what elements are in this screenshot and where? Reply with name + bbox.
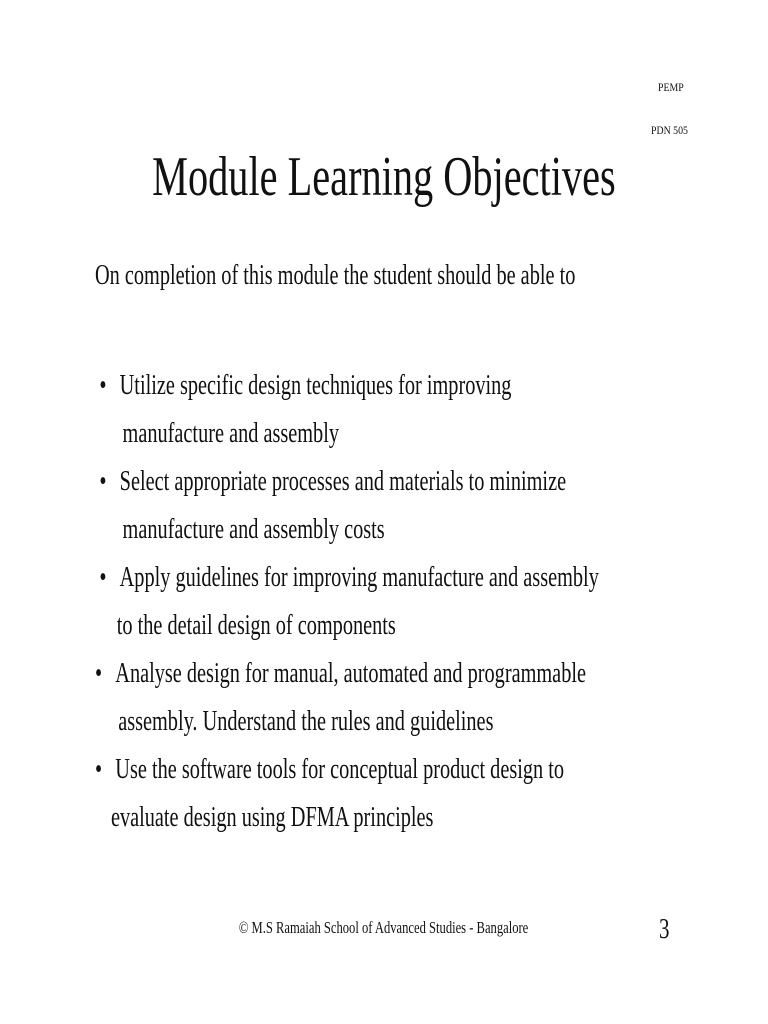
program-code: PEMP <box>658 80 684 94</box>
objective-text: Analyse design for manual, automated and programmable <box>115 658 587 689</box>
course-code: PDN 505 <box>651 123 688 137</box>
objective-continuation: to the detail design of components <box>116 610 396 641</box>
footer-copyright <box>0 918 768 938</box>
objective-line <box>95 458 599 506</box>
objective-line <box>95 362 599 410</box>
objective-item <box>95 458 599 554</box>
bullet-icon: • <box>95 754 103 785</box>
slide-title <box>0 138 768 216</box>
objective-continuation: manufacture and assembly <box>122 418 340 449</box>
objective-text: Use the software tools for conceptual product design to <box>115 754 565 785</box>
objective-item <box>95 650 599 746</box>
objective-text: Utilize specific design techniques for improving <box>119 370 512 401</box>
objectives-list <box>95 362 768 842</box>
footer-copyright-text: © M.S Ramaiah School of Advanced Studies - Bangalore <box>239 918 529 937</box>
objective-continuation: manufacture and assembly costs <box>122 514 385 545</box>
objective-text: Select appropriate processes and materials to minimize <box>119 466 567 497</box>
objective-text: Apply guidelines for improving manufacture and assembly <box>119 562 599 593</box>
page-number: 3 <box>659 914 670 945</box>
bullet-icon: • <box>99 370 107 401</box>
bullet-icon: • <box>95 658 103 689</box>
objective-line <box>95 650 599 698</box>
objective-item <box>95 746 599 842</box>
intro-text: On completion of this module the student should be able to <box>95 260 576 291</box>
bullet-icon: • <box>99 466 107 497</box>
objective-continuation: evaluate design using DFMA principles <box>110 802 434 833</box>
bullet-icon: • <box>99 562 107 593</box>
objective-item <box>95 554 599 650</box>
objective-line <box>95 746 599 794</box>
slide-title-text: Module Learning Objectives <box>152 146 616 208</box>
objective-line <box>95 554 599 602</box>
objective-continuation: assembly. Understand the rules and guidelines <box>118 706 494 737</box>
objective-item <box>95 362 599 458</box>
